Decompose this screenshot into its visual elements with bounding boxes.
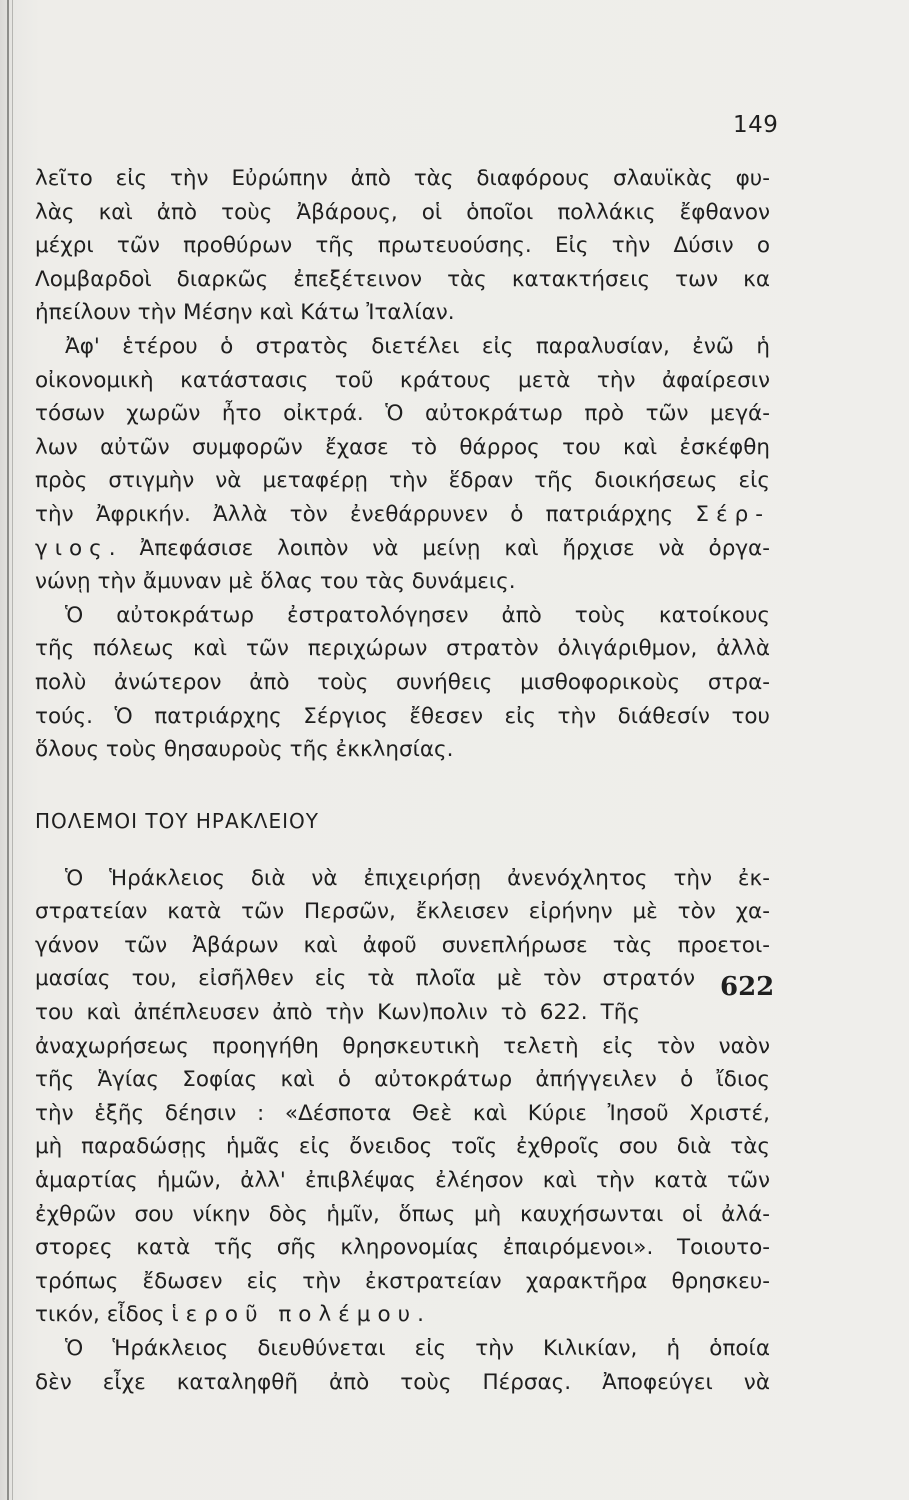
text-line: πολὺ ἀνώτερον ἀπὸ τοὺς συνήθεις μισθοφορικοὺς στρα- [35, 669, 770, 695]
text-line: δὲν εἶχε καταληφθῆ ἀπὸ τοὺς Πέρσας. Ἀποφεύγει νὰ [35, 1369, 770, 1395]
text-line: μέχρι τῶν προθύρων τῆς πρωτευούσης. Εἰς τὴν Δύσιν ο [35, 233, 770, 259]
text-line: λων αὐτῶν συμφορῶν ἔχασε τὸ θάρρος του καὶ ἐσκέφθη [35, 434, 770, 460]
spaced-name: γιος [35, 535, 109, 561]
text-line: στορες κατὰ τῆς σῆς κληρονομίας ἐπαιρόμενοι». Τοιουτο- [35, 1235, 770, 1261]
text-line: Ἀφ' ἑτέρου ὁ στρατὸς διετέλει εἰς παραλυσίαν, ἐνῶ ἡ [65, 333, 770, 359]
text-line: οἰκονομικὴ κατάστασις τοῦ κράτους μετὰ τὴν ἀφαίρεσιν [35, 367, 770, 393]
text-line: λεῖτο εἰς τὴν Εὐρώπην ἀπὸ τὰς διαφόρους σλαυϊκὰς φυ- [35, 166, 770, 191]
text-line: ἐχθρῶν σου νίκην δὸς ἡμῖν, ὅπως μὴ καυχήσωνται οἱ ἀλά- [35, 1201, 770, 1227]
text-line: μὴ παραδώσῃς ἡμᾶς εἰς ὄνειδος τοῖς ἐχθροῖς σου διὰ τὰς [35, 1134, 770, 1160]
text-line [35, 498, 770, 532]
text-line: Ὁ Ἡράκλειος διευθύνεται εἰς τὴν Κιλικίαν, ἡ ὁποία [65, 1336, 770, 1361]
text-line-part: τικόν, εἶδος [35, 1302, 165, 1328]
text-line: στρατείαν κατὰ τῶν Περσῶν, ἔκλεισεν εἰρήνην μὲ τὸν χα- [35, 899, 770, 925]
text-line: Λομβαρδοὶ διαρκῶς ἐπεξέτεινον τὰς κατακτήσεις των κα [35, 266, 770, 292]
text-line: Ὁ Ἡράκλειος διὰ νὰ ἐπιχειρήσῃ ἀνενόχλητος τὴν ἐκ- [65, 865, 770, 891]
text-line: τῆς πόλεως καὶ τῶν περιχώρων στρατὸν ὀλιγάριθμον, ἀλλὰ [35, 636, 770, 662]
text-line: ἠπείλουν τὴν Μέσην καὶ Κάτω Ἰταλίαν. [35, 300, 455, 326]
text-line: τόσων χωρῶν ἦτο οἰκτρά. Ὁ αὐτοκράτωρ πρὸ τῶν μεγά- [35, 401, 770, 427]
text-line: τὴν ἑξῆς δέησιν : «Δέσποτα Θεὲ καὶ Κύριε Ἰησοῦ Χριστέ, [35, 1100, 770, 1126]
text-line: λὰς καὶ ἀπὸ τοὺς Ἀβάρους, οἱ ὁποῖοι πολλάκις ἔφθανον [35, 199, 770, 225]
binding-edge [7, 0, 9, 1500]
spaced-name: Σέρ- [695, 501, 770, 527]
page-number: 149 [733, 112, 779, 138]
text-line: μασίας του, εἰσῆλθεν εἰς τὰ πλοῖα μὲ τὸν στρατόν [35, 966, 695, 992]
text-line: τρόπως ἔδωσεν εἰς τὴν ἐκστρατείαν χαρακτῆρα θρησκευ- [35, 1268, 770, 1294]
text-line: πρὸς στιγμὴν νὰ μεταφέρῃ τὴν ἕδραν τῆς διοικήσεως εἰς [35, 468, 770, 494]
text-line: νώνῃ τὴν ἄμυναν μὲ ὅλας του τὰς δυνάμεις. [35, 569, 516, 595]
text-line: τούς. Ὁ πατριάρχης Σέργιος ἔθεσεν εἰς τὴν διάθεσίν του [35, 703, 770, 729]
text-line: τῆς Ἁγίας Σοφίας καὶ ὁ αὐτοκράτωρ ἀπήγγειλεν ὁ ἴδιος [35, 1067, 770, 1093]
text-line: γάνον τῶν Ἀβάρων καὶ ἀφοῦ συνεπλήρωσε τὰς προετοι- [35, 932, 770, 958]
spaced-phrase: ἱεροῦ πολέμου [171, 1302, 418, 1328]
body-text [35, 162, 770, 1399]
section-heading: ΠΟΛΕΜΟΙ ΤΟΥ ΗΡΑΚΛΕΙΟΥ [35, 808, 319, 833]
text-line-part: . [417, 1302, 424, 1328]
binding-shadow [12, 0, 13, 1500]
text-line [35, 532, 770, 566]
margin-year-note: 622 [720, 972, 775, 1002]
text-line [35, 1298, 770, 1332]
text-line: του καὶ ἀπέπλευσεν ἀπὸ τὴν Κων)πολιν τὸ 622. Τῆς [35, 1000, 640, 1026]
text-line-part: . Ἀπεφάσισε λοιπὸν νὰ μείνῃ καὶ ἤρχισε νὰ ὀργα- [108, 535, 770, 561]
text-line-part: τὴν Ἀφρικήν. Ἀλλὰ τὸν ἐνεθάρρυνεν ὁ πατριάρχης [35, 501, 674, 527]
text-line: ὅλους τοὺς θησαυροὺς τῆς ἐκκλησίας. [35, 737, 454, 763]
text-line: Ὁ αὐτοκράτωρ ἐστρατολόγησεν ἀπὸ τοὺς κατοίκους [65, 602, 770, 628]
text-line: ἁμαρτίας ἡμῶν, ἀλλ' ἐπιβλέψας ἐλέησον καὶ τὴν κατὰ τῶν [35, 1168, 770, 1194]
text-line: ἀναχωρήσεως προηγήθη θρησκευτικὴ τελετὴ εἰς τὸν ναὸν [35, 1033, 770, 1059]
